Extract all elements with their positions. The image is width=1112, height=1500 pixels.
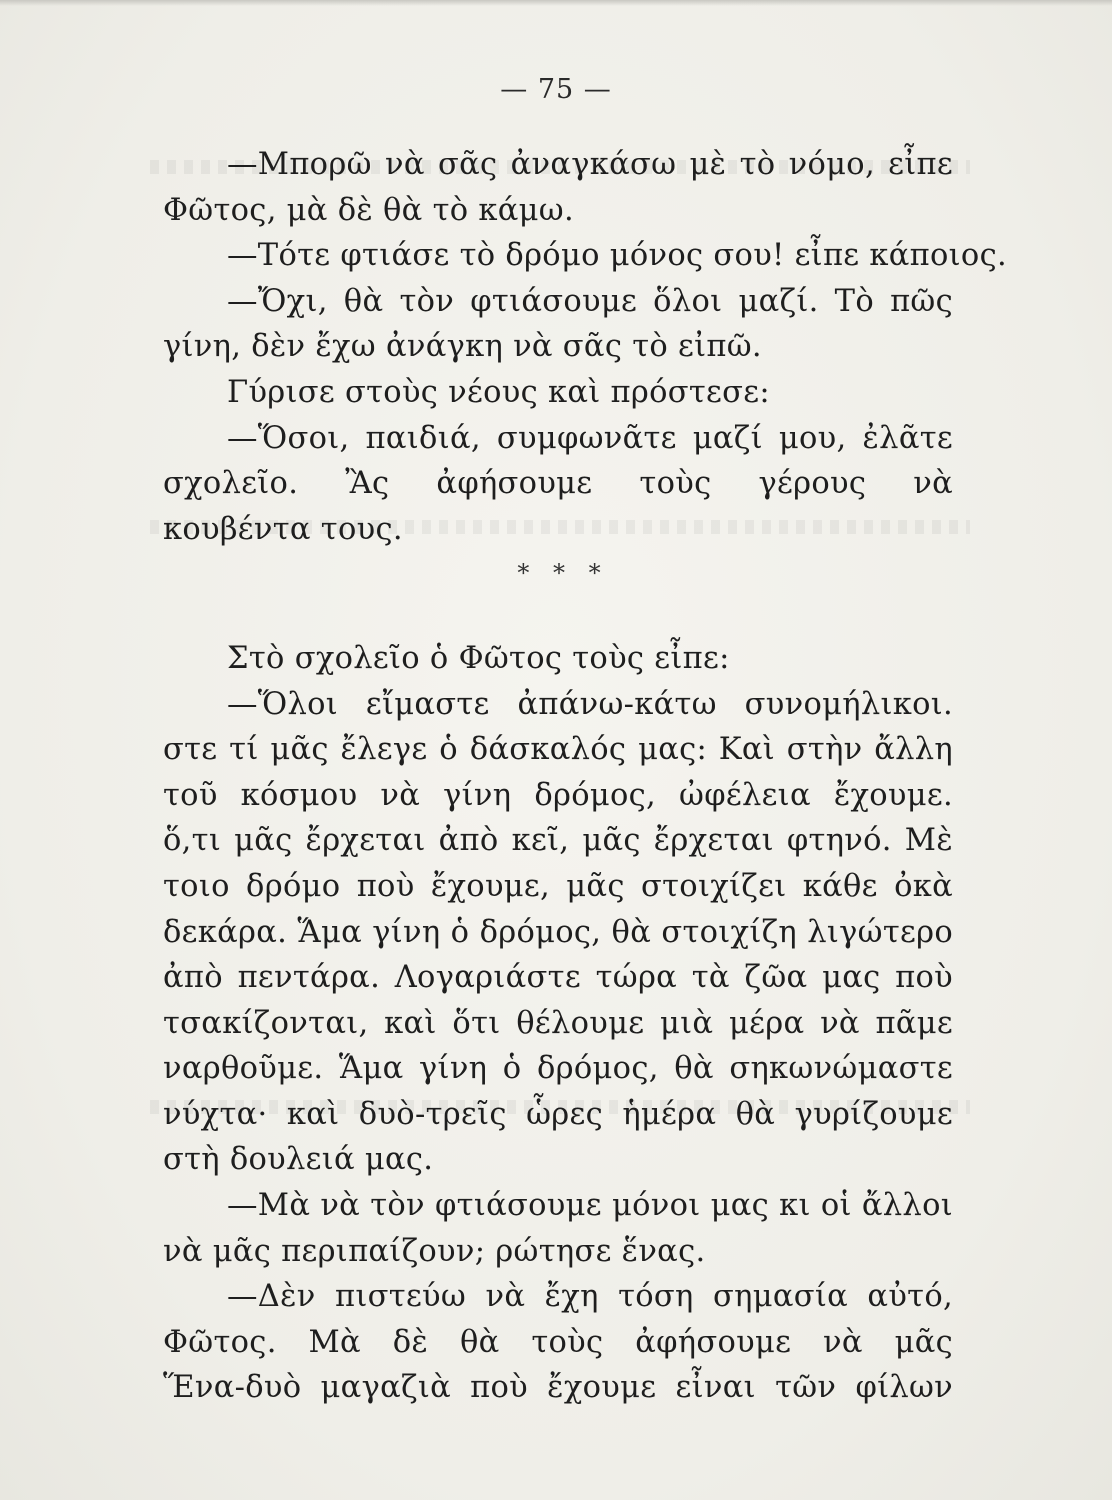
text-line: στε τί μᾶς ἔλεγε ὁ δάσκαλός μας: Καὶ στὴν ἄλλη <box>163 732 953 768</box>
text-line: Στὸ σχολεῖο ὁ Φῶτος τοὺς εἶπε: <box>227 640 730 676</box>
text-line: —Ὄχι, θὰ τὸν φτιάσουμε ὅλοι μαζί. Τὸ πῶς <box>227 283 953 319</box>
text-line: κουβέντα τους. <box>163 511 403 547</box>
text-line: Γύρισε στοὺς νέους καὶ πρόστεσε: <box>227 374 770 410</box>
text-line: Ἕνα-δυὸ μαγαζιὰ ποὺ ἔχουμε εἶναι τῶν φίλων <box>163 1370 953 1406</box>
section-gap <box>163 598 953 636</box>
text-line: —Τότε φτιάσε τὸ δρόμο μόνος σου! εἶπε κάποιος. <box>227 238 1007 274</box>
body-text <box>163 142 1007 1411</box>
text-line: σχολεῖο. Ἂς ἀφήσουμε τοὺς γέρους νὰ <box>163 466 953 502</box>
text-line: ὅ,τι μᾶς ἔρχεται ἀπὸ κεῖ, μᾶς ἔρχεται φτηνό. Μὲ <box>163 823 953 859</box>
section-separator: * * * <box>517 559 609 588</box>
page-top-edge-shadow <box>0 0 1112 6</box>
text-line: Φῶτος. Μὰ δὲ θὰ τοὺς ἀφήσουμε νὰ μᾶς <box>163 1324 953 1360</box>
text-line: —Ὅλοι εἴμαστε ἀπάνω-κάτω συνομήλικοι. <box>227 686 953 722</box>
text-line: στὴ δουλειά μας. <box>163 1142 434 1178</box>
text-line: τοῦ κόσμου νὰ γίνη δρόμος, ὠφέλεια ἔχουμε. <box>163 777 953 813</box>
text-line: τσακίζονται, καὶ ὅτι θέλουμε μιὰ μέρα νὰ πᾶμε <box>163 1005 953 1041</box>
text-line: γίνη, δὲν ἔχω ἀνάγκη νὰ σᾶς τὸ εἰπῶ. <box>163 329 762 365</box>
text-line: ἀπὸ πεντάρα. Λογαριάστε τώρα τὰ ζῶα μας ποὺ <box>163 960 953 996</box>
text-line: —Μὰ νὰ τὸν φτιάσουμε μόνοι μας κι οἱ ἄλλοι <box>227 1188 953 1224</box>
text-line: —Μπορῶ νὰ σᾶς ἀναγκάσω μὲ τὸ νόμο, εἶπε <box>227 147 953 182</box>
text-line: νύχτα· καὶ δυὸ-τρεῖς ὧρες ἡμέρα θὰ γυρίζουμε <box>163 1096 953 1132</box>
text-line: δεκάρα. Ἅμα γίνη ὁ δρόμος, θὰ στοιχίζη λιγώτερο <box>163 914 953 950</box>
text-line: —Ὅσοι, παιδιά, συμφωνᾶτε μαζί μου, ἐλᾶτε <box>227 420 953 456</box>
text-line: νὰ μᾶς περιπαίζουν; ρώτησε ἕνας. <box>163 1233 706 1269</box>
text-line: Φῶτος, μὰ δὲ θὰ τὸ κάμω. <box>163 192 574 228</box>
text-line: —Δὲν πιστεύω νὰ ἔχη τόση σημασία αὐτό, <box>227 1279 953 1315</box>
text-line: ναρθοῦμε. Ἅμα γίνη ὁ δρόμος, θὰ σηκωνώμαστε <box>163 1051 953 1087</box>
page-number: — 75 — <box>500 74 612 105</box>
text-line: τοιο δρόμο ποὺ ἔχουμε, μᾶς στοιχίζει κάθε ὀκὰ <box>163 868 953 904</box>
